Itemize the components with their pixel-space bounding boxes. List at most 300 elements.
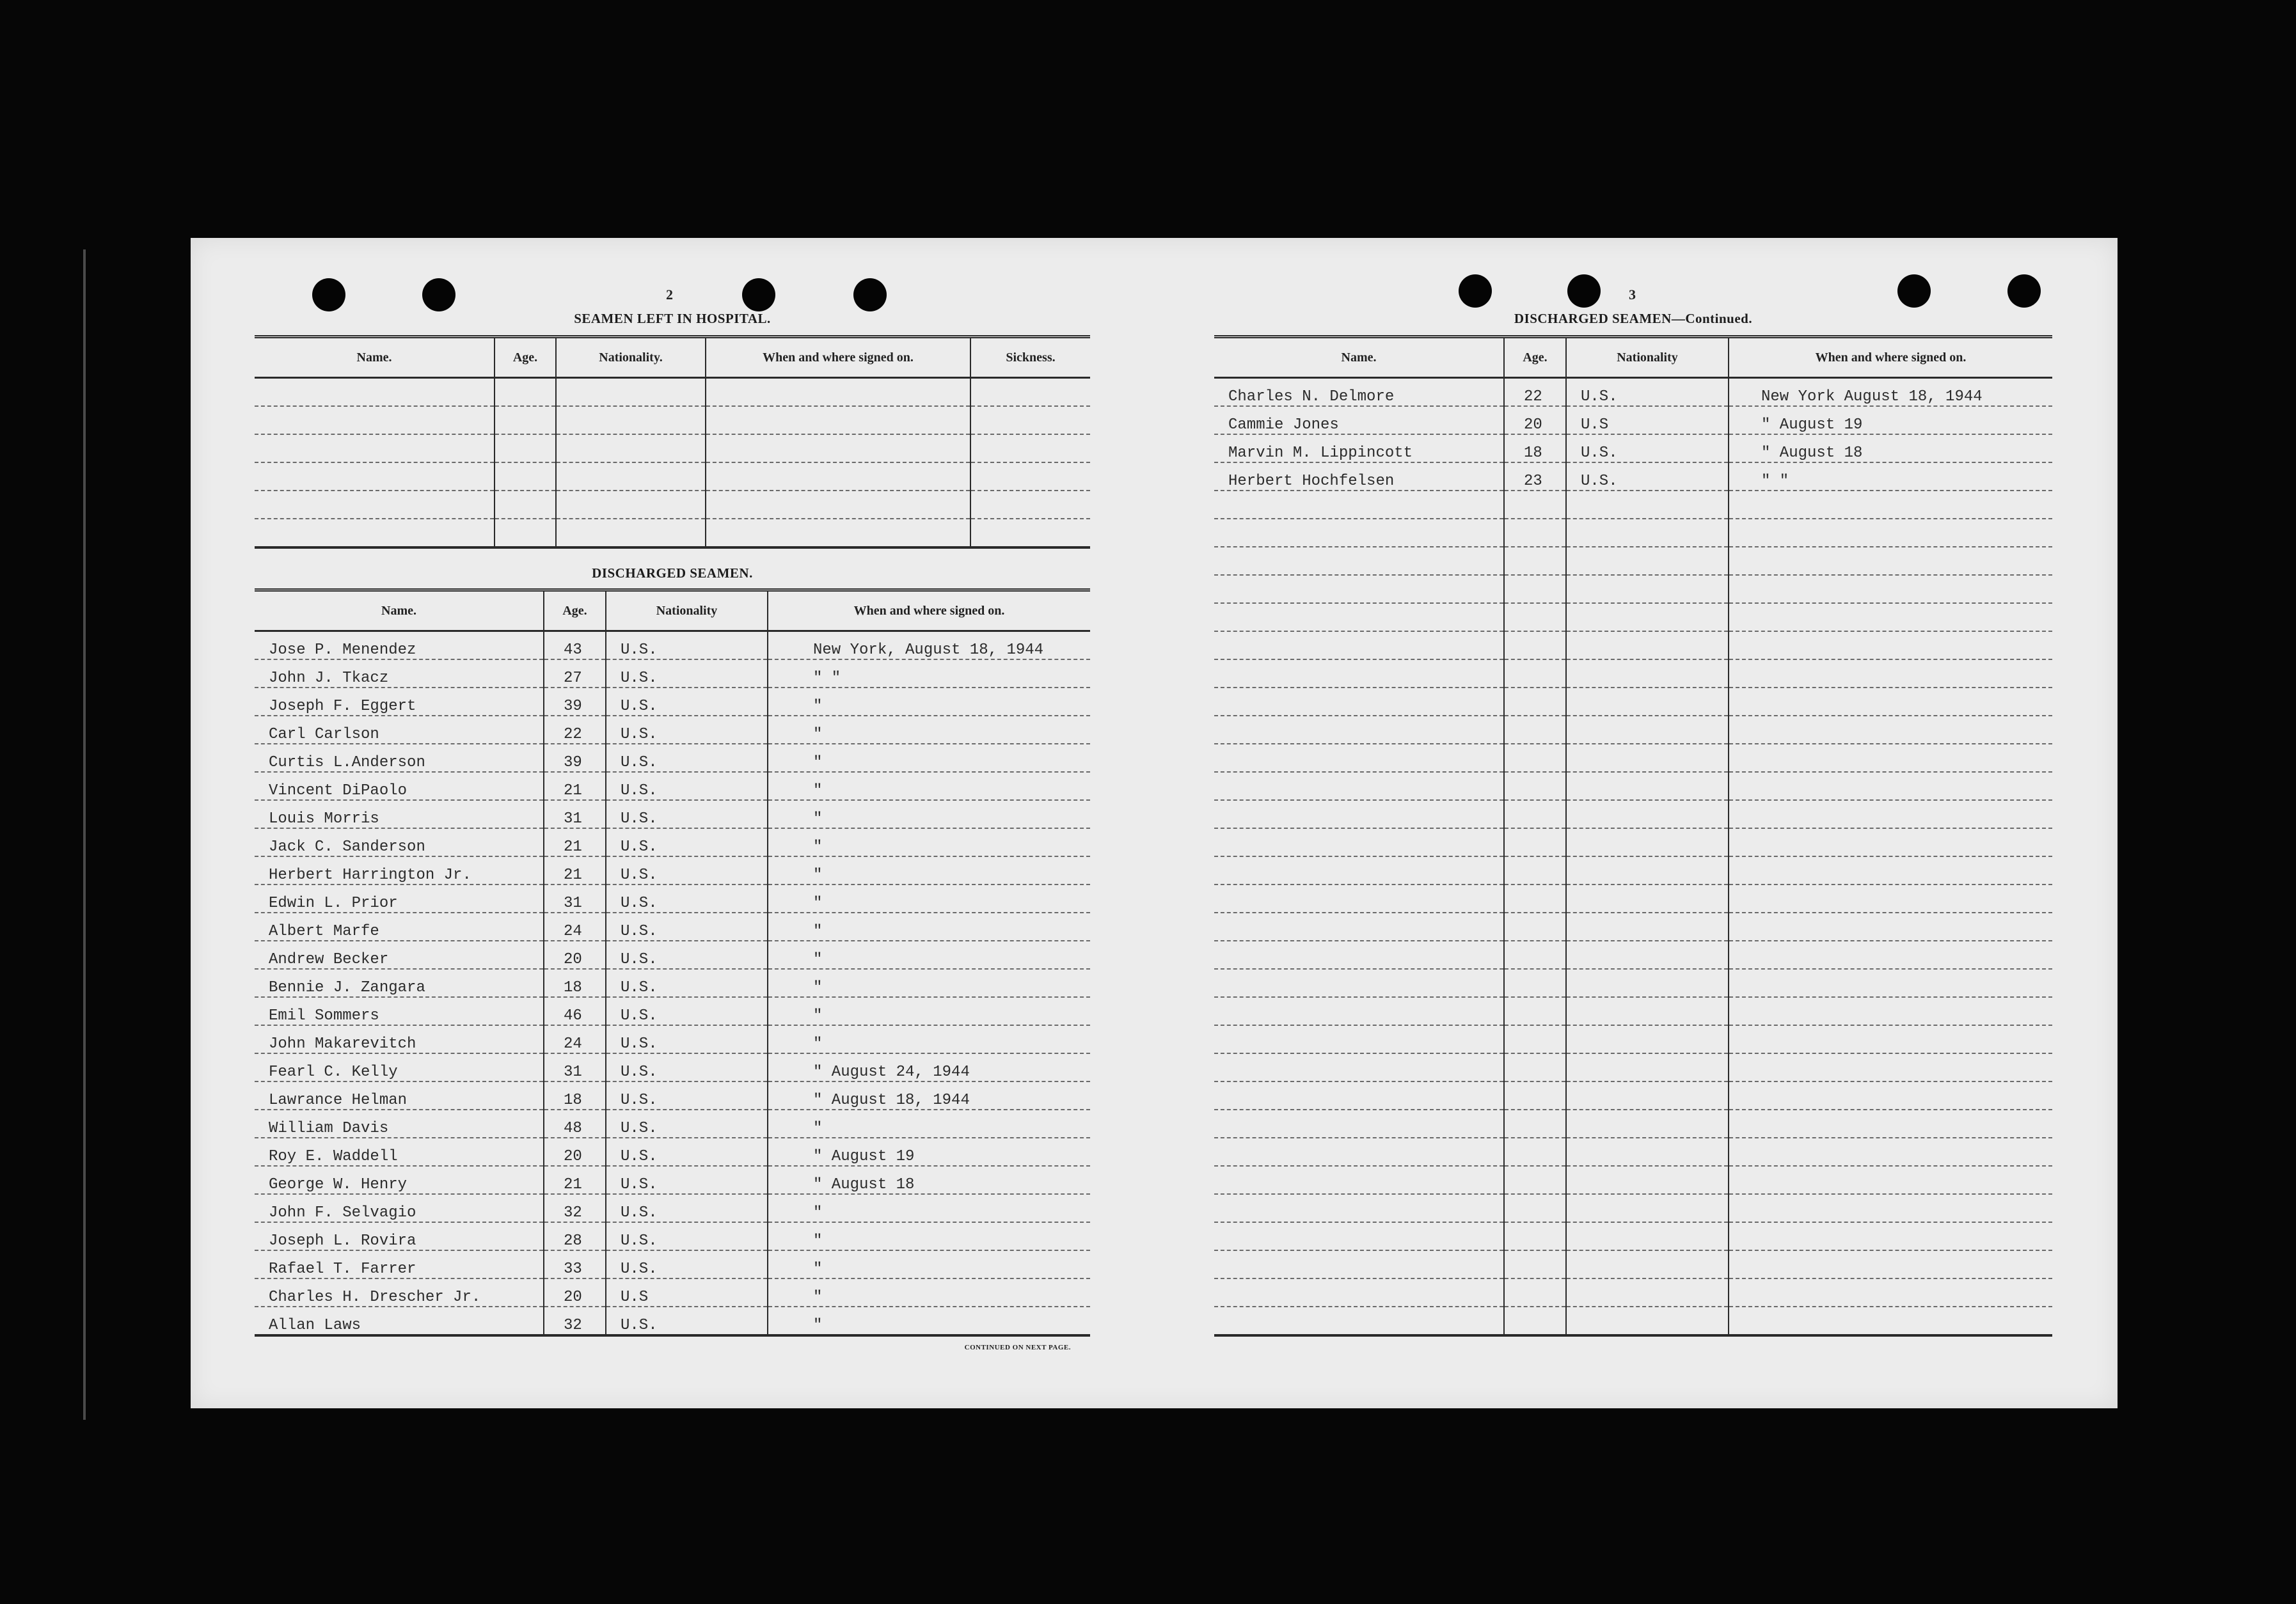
cell-name: Charles H. Drescher Jr. [255,1278,544,1307]
blank-cell [1566,603,1729,631]
cell-age: 21 [544,772,606,800]
cell-signed: " [768,1307,1090,1335]
cell-nationality: U.S. [606,1250,768,1278]
blank-row [1214,744,2052,772]
blank-cell [1504,716,1566,744]
cell-signed: " [768,1194,1090,1222]
hospital-section-title: SEAMEN LEFT IN HOSPITAL. [574,311,771,326]
blank-cell [1214,913,1504,941]
blank-cell [1566,1110,1729,1138]
column-header-age: Age. [495,337,556,378]
table-row [255,1222,1090,1250]
cell-age: 22 [1504,378,1566,407]
blank-cell [1214,856,1504,885]
table-row [255,885,1090,913]
cell-nationality: U.S. [606,744,768,772]
cell-age: 21 [544,856,606,885]
blank-row [1214,772,2052,800]
blank-row [1214,1194,2052,1222]
blank-cell [1729,1194,2052,1222]
cell-age: 27 [544,659,606,688]
blank-cell [1504,969,1566,997]
blank-cell [1566,913,1729,941]
blank-cell [1214,885,1504,913]
blank-row [1214,603,2052,631]
blank-cell [1729,659,2052,688]
cell-signed: " August 19 [768,1138,1090,1166]
cell-nationality: U.S. [606,1222,768,1250]
blank-cell [1566,997,1729,1025]
blank-cell [1729,772,2052,800]
cell-signed: " [768,828,1090,856]
cell-signed: " [768,1110,1090,1138]
cell-age: 21 [544,1166,606,1194]
punch-hole [1897,274,1931,308]
blank-cell [1729,1110,2052,1138]
cell-signed: " [768,997,1090,1025]
blank-cell [1214,800,1504,828]
table-row [1214,378,2052,407]
hospital-table [255,335,1090,549]
table-row [255,1053,1090,1081]
table-row [255,772,1090,800]
blank-row [1214,547,2052,575]
cell-signed: " [768,1025,1090,1053]
cell-name: Marvin M. Lippincott [1214,434,1504,462]
table-row [1214,434,2052,462]
cell-nationality: U.S. [606,828,768,856]
cell-name: Herbert Hochfelsen [1214,462,1504,491]
blank-cell [1504,1278,1566,1307]
blank-row [1214,969,2052,997]
cell-name: Joseph F. Eggert [255,688,544,716]
blank-cell [1729,941,2052,969]
cell-age: 48 [544,1110,606,1138]
cell-signed [706,491,970,519]
column-header-nationality: Nationality. [556,337,706,378]
blank-cell [1566,1138,1729,1166]
cell-age: 18 [544,969,606,997]
cell-name: William Davis [255,1110,544,1138]
cell-signed [706,462,970,491]
cell-signed: New York August 18, 1944 [1729,378,2052,407]
cell-age [495,519,556,547]
blank-cell [1214,1166,1504,1194]
cell-signed: " " [1729,462,2052,491]
blank-row [1214,1278,2052,1307]
cell-nationality: U.S. [606,1053,768,1081]
cell-name [255,378,495,407]
cell-sickness [970,519,1090,547]
cell-nationality [556,406,706,434]
blank-cell [1504,913,1566,941]
blank-cell [1566,1307,1729,1335]
cell-age: 24 [544,1025,606,1053]
blank-cell [1729,1250,2052,1278]
continued-note: CONTINUED ON NEXT PAGE. [964,1344,1071,1351]
blank-cell [1504,828,1566,856]
cell-nationality [556,491,706,519]
blank-cell [1504,1110,1566,1138]
cell-name: Jose P. Menendez [255,631,544,660]
cell-nationality: U.S. [606,772,768,800]
blank-cell [1504,659,1566,688]
column-header-age: Age. [1504,337,1566,378]
punch-hole [422,278,455,311]
cell-name: Cammie Jones [1214,406,1504,434]
blank-cell [1729,1025,2052,1053]
table-row [255,406,1090,434]
cell-signed: " [768,1250,1090,1278]
blank-row [1214,828,2052,856]
table-row [255,744,1090,772]
cell-name [255,406,495,434]
blank-cell [1504,941,1566,969]
discharged-table [255,588,1090,1337]
blank-cell [1214,1278,1504,1307]
blank-cell [1504,772,1566,800]
blank-cell [1504,575,1566,603]
blank-cell [1214,716,1504,744]
blank-cell [1729,969,2052,997]
blank-cell [1566,744,1729,772]
table-row [255,1194,1090,1222]
cell-name: Roy E. Waddell [255,1138,544,1166]
blank-row [1214,1110,2052,1138]
cell-nationality: U.S. [606,800,768,828]
blank-cell [1214,1222,1504,1250]
blank-cell [1214,997,1504,1025]
cell-signed: " [768,941,1090,969]
blank-cell [1504,1250,1566,1278]
cell-age: 31 [544,1053,606,1081]
blank-cell [1504,547,1566,575]
cell-signed: " [768,856,1090,885]
blank-cell [1504,856,1566,885]
cell-nationality: U.S. [1566,462,1729,491]
cell-nationality: U.S. [1566,378,1729,407]
cell-age: 20 [544,1278,606,1307]
blank-cell [1729,1278,2052,1307]
column-header-nationality: Nationality [1566,337,1729,378]
cell-nationality: U.S. [606,913,768,941]
cell-signed: " [768,1278,1090,1307]
cell-nationality: U.S. [606,716,768,744]
cell-nationality: U.S. [606,997,768,1025]
blank-cell [1214,969,1504,997]
discharged-continued-table [1214,335,2052,1337]
blank-cell [1566,1025,1729,1053]
cell-name: Jack C. Sanderson [255,828,544,856]
punch-hole [312,278,345,311]
cell-nationality: U.S [606,1278,768,1307]
cell-nationality: U.S. [606,1110,768,1138]
blank-row [1214,659,2052,688]
discharged-section-title: DISCHARGED SEAMEN. [592,565,753,581]
cell-name: Charles N. Delmore [1214,378,1504,407]
column-header-age: Age. [544,590,606,631]
cell-signed: " August 24, 1944 [768,1053,1090,1081]
cell-signed [706,519,970,547]
cell-name: Emil Sommers [255,997,544,1025]
cell-signed: New York, August 18, 1944 [768,631,1090,660]
table-row [255,1307,1090,1335]
blank-cell [1214,575,1504,603]
table-row [255,913,1090,941]
cell-nationality: U.S. [606,631,768,660]
cell-name [255,462,495,491]
cell-sickness [970,406,1090,434]
blank-cell [1729,575,2052,603]
blank-cell [1214,941,1504,969]
cell-signed: " [768,772,1090,800]
blank-cell [1214,1138,1504,1166]
blank-cell [1566,772,1729,800]
blank-row [1214,800,2052,828]
table-row [255,800,1090,828]
blank-cell [1214,1053,1504,1081]
cell-nationality: U.S. [606,941,768,969]
blank-row [1214,941,2052,969]
cell-age: 39 [544,688,606,716]
blank-cell [1729,716,2052,744]
blank-cell [1729,1053,2052,1081]
cell-age: 46 [544,997,606,1025]
table-row [255,1110,1090,1138]
cell-age: 32 [544,1307,606,1335]
cell-age: 20 [1504,406,1566,434]
blank-row [1214,1138,2052,1166]
cell-name: Rafael T. Farrer [255,1250,544,1278]
cell-name: Lawrance Helman [255,1081,544,1110]
blank-cell [1566,631,1729,659]
cell-name: Joseph L. Rovira [255,1222,544,1250]
blank-cell [1214,1025,1504,1053]
blank-cell [1504,1053,1566,1081]
cell-signed: " August 18, 1944 [768,1081,1090,1110]
blank-cell [1504,688,1566,716]
blank-row [1214,1222,2052,1250]
blank-cell [1729,1222,2052,1250]
cell-age: 33 [544,1250,606,1278]
cell-signed: " [768,688,1090,716]
blank-cell [1729,828,2052,856]
cell-name: Albert Marfe [255,913,544,941]
blank-cell [1214,828,1504,856]
blank-row [1214,997,2052,1025]
blank-cell [1566,800,1729,828]
cell-name [255,491,495,519]
blank-cell [1566,1081,1729,1110]
table-row [255,378,1090,407]
page-number: 2 [666,287,673,303]
blank-cell [1504,1025,1566,1053]
table-row [255,941,1090,969]
blank-cell [1566,828,1729,856]
blank-cell [1729,547,2052,575]
blank-cell [1504,744,1566,772]
blank-cell [1566,969,1729,997]
blank-row [1214,1053,2052,1081]
cell-name: John Makarevitch [255,1025,544,1053]
blank-cell [1504,491,1566,519]
punch-hole [742,278,775,311]
column-header-name: Name. [255,590,544,631]
blank-row [1214,856,2052,885]
blank-cell [1566,941,1729,969]
blank-cell [1504,800,1566,828]
blank-row [1214,491,2052,519]
punch-hole [2007,274,2041,308]
cell-name: John F. Selvagio [255,1194,544,1222]
cell-nationality [556,519,706,547]
cell-age [495,406,556,434]
blank-cell [1214,772,1504,800]
blank-row [1214,913,2052,941]
blank-cell [1504,997,1566,1025]
cell-age: 31 [544,885,606,913]
blank-cell [1214,491,1504,519]
blank-cell [1214,744,1504,772]
cell-name: Fearl C. Kelly [255,1053,544,1081]
table-row [255,1250,1090,1278]
blank-cell [1566,1222,1729,1250]
cell-age: 18 [1504,434,1566,462]
cell-age: 23 [1504,462,1566,491]
blank-cell [1504,1138,1566,1166]
blank-row [1214,716,2052,744]
discharged-continued-title: DISCHARGED SEAMEN—Continued. [1514,311,1753,326]
blank-cell [1214,603,1504,631]
blank-cell [1566,575,1729,603]
cell-sickness [970,491,1090,519]
cell-sickness [970,462,1090,491]
cell-nationality: U.S [1566,406,1729,434]
blank-cell [1729,800,2052,828]
cell-name [255,434,495,462]
blank-cell [1214,631,1504,659]
blank-row [1214,885,2052,913]
blank-cell [1729,603,2052,631]
blank-cell [1504,885,1566,913]
cell-nationality: U.S. [606,856,768,885]
cell-signed: " [768,744,1090,772]
blank-cell [1729,1307,2052,1335]
column-header-name: Name. [255,337,495,378]
cell-signed: " August 19 [1729,406,2052,434]
blank-cell [1566,1250,1729,1278]
cell-age [495,491,556,519]
cell-signed: " " [768,659,1090,688]
blank-cell [1214,1307,1504,1335]
cell-name: Herbert Harrington Jr. [255,856,544,885]
cell-age: 18 [544,1081,606,1110]
cell-nationality: U.S. [606,1166,768,1194]
punch-hole [1567,274,1601,308]
blank-cell [1566,716,1729,744]
cell-name: Carl Carlson [255,716,544,744]
blank-cell [1729,1138,2052,1166]
blank-cell [1566,688,1729,716]
blank-cell [1729,856,2052,885]
blank-cell [1729,631,2052,659]
blank-cell [1214,1081,1504,1110]
blank-cell [1566,519,1729,547]
cell-nationality: U.S. [606,659,768,688]
cell-nationality: U.S. [606,1138,768,1166]
cell-signed: " [768,969,1090,997]
cell-signed: " [768,913,1090,941]
blank-cell [1566,1194,1729,1222]
cell-nationality: U.S. [606,1307,768,1335]
blank-cell [1566,885,1729,913]
column-header-nationality: Nationality [606,590,768,631]
cell-signed: " [768,1222,1090,1250]
cell-signed: " [768,716,1090,744]
column-header-signed: When and where signed on. [706,337,970,378]
cell-nationality: U.S. [606,885,768,913]
blank-cell [1214,1194,1504,1222]
table-row [255,659,1090,688]
blank-row [1214,575,2052,603]
cell-age: 22 [544,716,606,744]
page-number: 3 [1629,287,1636,303]
cell-name: George W. Henry [255,1166,544,1194]
cell-age: 39 [544,744,606,772]
blank-cell [1729,744,2052,772]
blank-cell [1729,1081,2052,1110]
table-row [255,969,1090,997]
cell-sickness [970,434,1090,462]
blank-cell [1729,491,2052,519]
table-row [1214,406,2052,434]
blank-cell [1504,519,1566,547]
table-row [255,1278,1090,1307]
blank-cell [1214,547,1504,575]
table-row [255,856,1090,885]
table-row [255,631,1090,660]
table-row [255,1138,1090,1166]
table-row [1214,462,2052,491]
cell-age: 21 [544,828,606,856]
blank-cell [1566,547,1729,575]
cell-name: Vincent DiPaolo [255,772,544,800]
cell-age [495,378,556,407]
blank-cell [1729,688,2052,716]
blank-cell [1729,519,2052,547]
blank-cell [1214,688,1504,716]
blank-cell [1566,491,1729,519]
blank-cell [1504,1166,1566,1194]
cell-nationality: U.S. [606,969,768,997]
blank-cell [1214,659,1504,688]
blank-cell [1729,997,2052,1025]
cell-name: Andrew Becker [255,941,544,969]
blank-row [1214,519,2052,547]
table-row [255,688,1090,716]
blank-cell [1504,603,1566,631]
blank-cell [1729,885,2052,913]
cell-name: Bennie J. Zangara [255,969,544,997]
table-row [255,1081,1090,1110]
blank-cell [1729,913,2052,941]
blank-row [1214,1250,2052,1278]
cell-nationality: U.S. [1566,434,1729,462]
blank-row [1214,1081,2052,1110]
table-row [255,828,1090,856]
punch-hole [1459,274,1492,308]
blank-cell [1729,1166,2052,1194]
